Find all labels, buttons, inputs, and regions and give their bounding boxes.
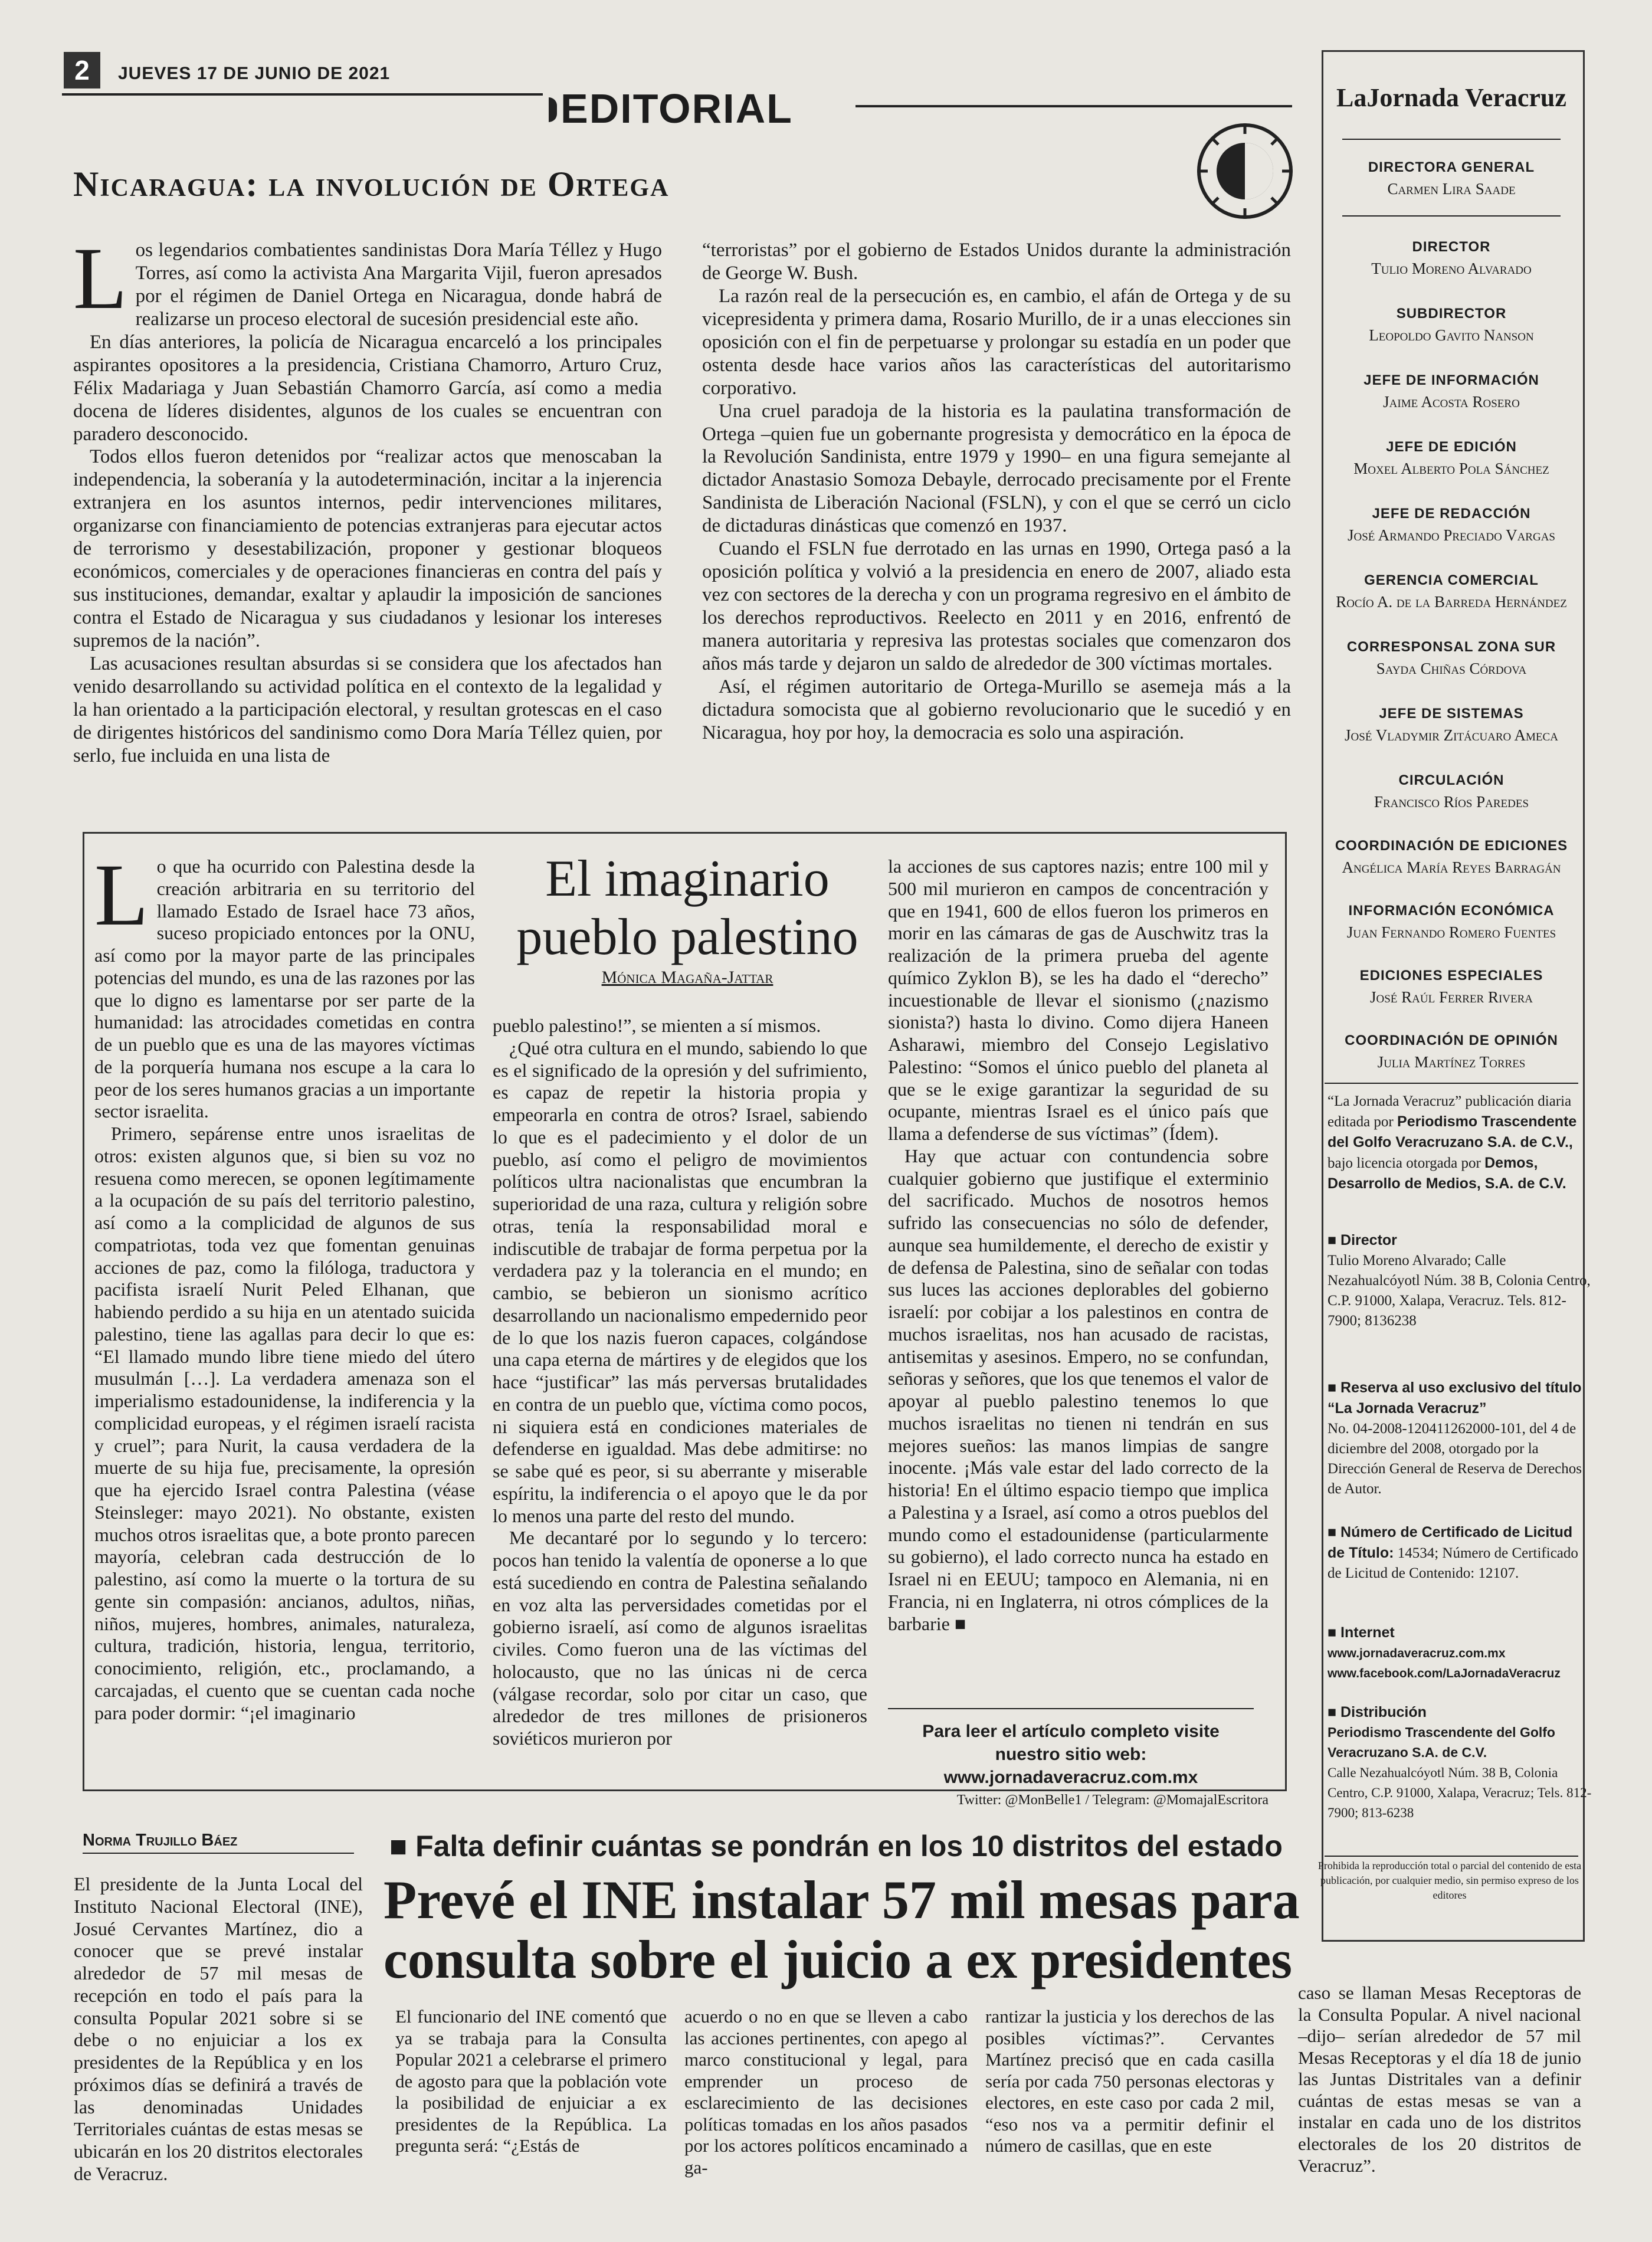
editorial-column-2 — [702, 239, 1291, 745]
masthead-rule-top — [1342, 139, 1561, 140]
news-kicker: ■ Falta definir cuántas se pondrán en los 10 distritos del estado — [389, 1830, 1283, 1863]
reserva-label: ■ Reserva al uso exclusivo del título “La Jornada Veracruz” — [1328, 1379, 1582, 1417]
prohibition-note: Prohibida la reproducción total o parcial del contenido de esta publicación, por cualquier medio, sin permiso expreso de los editores — [1317, 1860, 1582, 1902]
issue-date: JUEVES 17 DE JUNIO DE 2021 — [118, 64, 391, 83]
byline-rule — [83, 1853, 354, 1854]
editorial-para-8: Cuando el FSLN fue derrotado en las urnas en 1990, Ortega pasó a la oposición política y volvió a la presidencia en enero de 2007, aliado esta vez con sectores de la derecha y con un programa regresivo en el ámbito de los derechos reproductivos. Reelecto en 2011 y en 2016, enfrentó de manera autoritaria y represiva las protestas sociales que comenzaron dos años más tarde y dejaron un saldo de alrededor de 300 víctimas mortales. — [702, 538, 1291, 674]
staff-role-8: CORRESPONSAL ZONA SUR — [1346, 639, 1556, 655]
staff-role-4: JEFE DE INFORMACIÓN — [1363, 372, 1539, 388]
news-para-1: El presidente de la Junta Local del Instituto Nacional Electoral (INE), Josué Cervantes Martínez, dio a conocer que se prevé instalar alrededor de 57 mil mesas de recepción en todo el país para la consulta Popular 2021 sobre si se debe o no enjuiciar a los ex presidentes de la República y en los próximos días se definirá a través de las denominadas Unidades Territoriales cuántas de estas mesas se ubicarán en los 20 distritos electorales de Veracruz. — [74, 1873, 363, 2184]
editorial-para-7: Una cruel paradoja de la historia es la paulatina transformación de Ortega –quien fue un gobernante progresista y democrático en la época de la Revolución Sandinista, entre 1979 y 1990– en una figura semejante al dictador Anastasio Somoza Debayle, derrocado precisamente por el Frente Sandinista de Liberación Nacional (FSLN), y con el que se cerró un ciclo de dictaduras dinásticas que comenzó en 1937. — [702, 400, 1291, 537]
masthead-rule-bottom — [1325, 1083, 1578, 1084]
opinion-para-7: Hay que actuar con contundencia sobre cualquier gobierno que justifique el exterminio del sacrificado. Muchos de nosotros hemos sufrido las consecuencias no sólo de defender, aunque sea humildemente, el derecho de existir y de defensa de Palestina, sino de señalar con todas sus luces las acciones deplorables del gobierno israelí: por cobijar a los palestinos en contra de muchos israelitas, nos han acusado de racistas, antisemitas y asesinos. Empero, no se confundan, señoras y señores, que los que tenemos el valor de apoyar al pueblo palestino tenemos lo que muchos israelitas no tienen ni tendrán en sus mejores sueños: las manos limpias de sangre inocente. ¡Más vale estar del lado correcto de la historia! En el último espacio tiempo que implica a Palestina y a Israel, así como a otros pueblos del mundo como el estadounidense (particularmente su gobierno), el lado correcto nunca ha estado en Israel ni en EEUU; tampoco en Alemania, ni en Francia, ni en Inglaterra, ni otros cómplices de la barbarie ■ — [888, 1145, 1268, 1634]
staff-role-9: JEFE DE SISTEMAS — [1379, 706, 1524, 722]
staff-role-3: SUBDIRECTOR — [1396, 306, 1507, 322]
staff-name-2: Tulio Moreno Alvarado — [1371, 260, 1532, 277]
internet-label: ■ Internet — [1328, 1624, 1395, 1641]
editorial-para-6: La razón real de la persecución es, en cambio, el afán de Ortega y de su vicepresidenta y primera dama, Rosario Murillo, de ir a unas elecciones sin oposición con el fin de perpetuarse y prolongar su estadía en un poder que ostenta desde hace varios años las características del autoritarismo corporativo. — [702, 285, 1291, 399]
facebook-link[interactable]: www.facebook.com/LaJornadaVeracruz — [1328, 1667, 1561, 1680]
section-marker-icon — [549, 97, 557, 122]
staff-name-10: Francisco Ríos Paredes — [1374, 793, 1529, 811]
news-column-2 — [395, 2006, 667, 2157]
page-number: 2 — [64, 52, 100, 88]
author-social-handles: Twitter: @MonBelle1 / Telegram: @MomajalEscritora — [956, 1792, 1268, 1808]
section-title: EDITORIAL — [560, 86, 793, 132]
opinion-title: El imaginario pueblo palestino — [516, 850, 858, 966]
director-info — [1317, 1230, 1593, 1331]
staff-role-1: DIRECTORA GENERAL — [1368, 159, 1535, 175]
publisher-license: bajo licencia otorgada por — [1328, 1155, 1481, 1171]
staff-name-6: José Armando Preciado Vargas — [1348, 526, 1555, 544]
news-column-4 — [985, 2006, 1274, 2157]
staff-role-12: INFORMACIÓN ECONÓMICA — [1348, 903, 1555, 919]
staff-role-2: DIRECTOR — [1412, 239, 1491, 255]
news-para-3: acuerdo o no en que se lleven a cabo las acciones pertinentes, con apego al marco constitucional y legal, para emprender un proceso de esclarecimiento de las decisiones políticas tomadas en los años pasados por los actores políticos encaminado a ga- — [684, 2006, 968, 2178]
news-column-1 — [74, 1873, 363, 2185]
read-more-link[interactable]: Para leer el artículo completo visite nuestro sitio web: www.jornadaveracruz.com.mx — [922, 1722, 1220, 1787]
publisher-intro: “La Jornada Veracruz” publicación diaria editada por — [1328, 1093, 1572, 1130]
news-para-4: rantizar la justicia y los derechos de las posibles víctimas?”. Cervantes Martínez precisó que en cada casilla sería por cada 750 personas electoras y electores, en este caso por cada 2 mil, “eso nos va a permitir definir el número de casillas, que en este — [985, 2006, 1274, 2156]
staff-name-3: Leopoldo Gavito Nanson — [1369, 326, 1534, 344]
staff-name-7: Rocío A. de la Barreda Hernández — [1336, 593, 1567, 611]
editorial-para-9: Así, el régimen autoritario de Ortega-Murillo se asemeja más a la dictadura somocista que al gobierno revolucionario que le sucedió y en Nicaragua, hoy por hoy, la democracia es solo una aspiración. — [702, 676, 1291, 743]
director-text: Tulio Moreno Alvarado; Calle Nezahualcóyotl Núm. 38 B, Colonia Centro, C.P. 91000, Xalapa, Veracruz. Tels. 812-7900; 8136238 — [1328, 1253, 1591, 1329]
news-headline: Prevé el INE instalar 57 mil mesas para consulta sobre el juicio a ex presidentes — [384, 1870, 1300, 1990]
licensor-name: Demos, Desarrollo de Medios, S.A. de C.V. — [1328, 1155, 1566, 1192]
publisher-info — [1317, 1092, 1593, 1194]
opinion-para-1: o que ha ocurrido con Palestina desde la creación arbitraria en su territorio del llamado Estado de Israel hace 73 años, suceso propiciado entonces por la ONU, así como por la mayor parte de las principales potencias del mundo, es una de las razones por las que lo digno es lamentarse por ser parte de la humanidad: las atrocidades cometidas en contra de un pueblo que es una de las mayores víctimas de la porquería humana nos escupe a la cara lo peor de los seres humanos gracias a un importante sector israelita. — [94, 856, 475, 1122]
distribucion-label: ■ Distribución — [1328, 1704, 1427, 1720]
opinion-drop-cap: L — [94, 846, 149, 944]
website-link[interactable]: www.jornadaveracruz.com.mx — [1328, 1647, 1506, 1660]
opinion-para-6: la acciones de sus captores nazis; entre 100 mil y 500 mil murieron en campos de concentración y que en 1941, 600 de ellos fueron los primeros en morir en las cámaras de gas de Auschwitz tras la realización de la primera prueba del agente químico Zyklon B), se les ha dado el “derecho” incuestionable de llevar el sionismo (¿nazismo sionista?) hasta lo divino. Como dijera Haneen Asharawi, miembro del Consejo Legislativo Palestino: “Somos el único pueblo del planeta al que se le exige garantizar la seguridad de su ocupante, mientras Israel es el único país que llama a defenderse de sus víctimas” (Ídem). — [888, 856, 1268, 1144]
editorial-para-5: “terroristas” por el gobierno de Estados Unidos durante la administración de George W. Bush. — [702, 240, 1291, 284]
news-para-2: El funcionario del INE comentó que ya se trabaja para la Consulta Popular 2021 a celebrarse el primero de agosto para que la población vote la posibilidad de enjuiciar a ex presidentes de la República. La pregunta será: “¿Estás de — [395, 2006, 667, 2156]
news-byline: Norma Trujillo Báez — [83, 1831, 238, 1850]
staff-role-13: EDICIONES ESPECIALES — [1359, 968, 1543, 984]
staff-name-12: Juan Fernando Romero Fuentes — [1346, 923, 1556, 941]
staff-name-5: Moxel Alberto Pola Sánchez — [1353, 460, 1549, 477]
distribucion-company: Periodismo Trascendente del Golfo Veracruzano S.A. de C.V. — [1328, 1725, 1555, 1760]
certificado-text: 14534; Número de Certificado de Licitud de Contenido: 12107. — [1328, 1545, 1578, 1581]
sun-logo-icon — [1195, 121, 1295, 221]
internet-info — [1317, 1622, 1593, 1683]
editorial-para-1: os legendarios combatientes sandinistas Dora María Téllez y Hugo Torres, así como la activista Ana Margarita Vijil, fueron apresados por el régimen de Daniel Ortega en Nicaragua, donde habrá de realizarse un proceso electoral de sucesión presidencial este año. — [135, 240, 662, 330]
editorial-para-2: En días anteriores, la policía de Nicaragua encarceló a los principales aspirantes opositores a la presidencia, Cristiana Chamorro, Arturo Cruz, Félix Madariaga y Juan Sebastián Chamorro García, así como a media docena de líderes disidentes, algunos de los cuales se encuentran con paradero desconocido. — [73, 331, 662, 445]
opinion-para-3: pueblo palestino!”, se mienten a sí mismos. — [493, 1015, 821, 1036]
staff-role-5: JEFE DE EDICIÓN — [1386, 439, 1517, 455]
opinion-para-2: Primero, sepárense entre unos israelitas de otros: existen algunos que, si bien su voz no resuena como merecen, se oponen legítimamente a la ocupación de su país del territorio palestino, así como a la complicidad de algunos de sus compatriotas, toda vez que fomentan genuinas acciones de paz, como la filóloga, traductora y pacifista israelí Nurit Peled Elhanan, que habiendo perdido a su hija en un atentado suicida palestino, tiene las agallas para decir lo que es: “El llamado mundo libre tiene miedo del útero musulmán […]. La verdadera amenaza son el imperialismo estadounidense, la indiferencia y la complicidad europeas, y el régimen israelí racista y cruel”; para Nurit, la causa verdadera de la muerte de su hija fue, precisamente, la opresión que ha ejercido Israel contra Palestina (véase Steinsleger: mayo 2021). No obstante, existen muchos otros israelitas que, a bote pronto parecen mayoría, celebran cada destrucción de lo palestino, así como la muerte o la tortura de su gente sin compasión: ancianos, adultos, niñas, niños, mujeres, hombres, animales, naturaleza, cultura, tradición, historia, lengua, territorio, conocimiento, religión, etc., proclamando, a carcajadas, el cuento que se cuentan cada noche para poder dormir: “¡el imaginario — [94, 1123, 475, 1723]
staff-name-8: Sayda Chiñas Córdova — [1376, 660, 1527, 677]
news-column-5 — [1298, 1982, 1581, 2177]
opinion-column-3 — [888, 856, 1268, 1635]
editorial-column-1 — [73, 230, 662, 768]
staff-name-11: Angélica María Reyes Barragán — [1342, 858, 1561, 876]
staff-role-6: JEFE DE REDACCIÓN — [1372, 506, 1531, 522]
certificado-info — [1317, 1522, 1593, 1584]
opinion-column-1 — [94, 846, 475, 1724]
reserva-info — [1317, 1378, 1593, 1499]
opinion-author: Mónica Magaña-Jattar — [601, 968, 773, 987]
opinion-column-2 — [493, 1015, 867, 1750]
read-more-rule — [888, 1708, 1254, 1709]
distribucion-text: Calle Nezahualcóyotl Núm. 38 B, Colonia Centro, C.P. 91000, Xalapa, Veracruz; Tels. 812-7900; 813-6238 — [1328, 1765, 1592, 1820]
note-rule — [1325, 1856, 1578, 1857]
masthead-rule-mid — [1342, 215, 1561, 217]
staff-name-14: Julia Martínez Torres — [1377, 1053, 1526, 1071]
staff-name-4: Jaime Acosta Rosero — [1383, 393, 1520, 411]
news-column-3 — [684, 2006, 968, 2179]
distribucion-info — [1317, 1702, 1593, 1823]
reserva-text: No. 04-2008-120411262000-101, del 4 de diciembre del 2008, otorgado por la Dirección General de Reserva de Derechos de Autor. — [1328, 1421, 1582, 1497]
staff-role-11: COORDINACIÓN DE EDICIONES — [1335, 838, 1568, 854]
staff-role-14: COORDINACIÓN DE OPINIÓN — [1345, 1032, 1558, 1048]
staff-role-7: GERENCIA COMERCIAL — [1364, 572, 1539, 588]
header-rule-left — [62, 93, 543, 96]
drop-cap: L — [73, 230, 127, 327]
masthead-logo: LaJornada Veracruz — [1336, 83, 1566, 112]
certificado-label: ■ Número de Certificado de Licitud de Título: — [1328, 1524, 1573, 1561]
header-rule-right — [856, 105, 1292, 107]
staff-name-1: Carmen Lira Saade — [1387, 180, 1516, 198]
opinion-para-4: ¿Qué otra cultura en el mundo, sabiendo lo que es el significado de la opresión y del sufrimiento, es capaz de repetir la historia propia y empeorarla en contra de otros? Israel, sabiendo lo que es el padecimiento y el dolor de un pueblo, así como el peligro de movimientos políticos ultra nacionalistas que encumbran la superioridad de una raza, cultura y religión sobre otras, tenía la responsabilidad moral e indiscutible de trabajar de forma perpetua por la verdadera paz y la tolerancia en el mundo; en cambio, se bebieron un sionismo acrítico desarrollando un nacionalismo empedernido peor de lo que los nazis fueron capaces, colgándose una capa eterna de mártires y de elegidos que los hace “justificar” las más perversas brutalidades en contra de un pueblo que, víctima como pocos, ni siquiera está en condiciones materiales de defenderse en igualdad. Mas debe admitirse: no se sabe qué es peor, si su aberrante y miserable espíritu, la indiferencia o el apoyo que le da por lo menos una parte del resto del mundo. — [493, 1037, 867, 1526]
staff-name-13: José Raúl Ferrer Rivera — [1369, 988, 1533, 1006]
editorial-para-4: Las acusaciones resultan absurdas si se considera que los afectados han venido desarrollando su actividad política en el contexto de la legalidad y la han orientado a la participación electoral, y resultan grotescas en el caso de dirigentes históricos del sandinismo como Dora María Téllez quien, por serlo, fue incluida en una lista de — [73, 653, 662, 766]
staff-role-10: CIRCULACIÓN — [1398, 772, 1504, 788]
publisher-name: Periodismo Trascendente del Golfo Veracruzano S.A. de C.V., — [1328, 1113, 1577, 1150]
editorial-para-3: Todos ellos fueron detenidos por “realizar actos que menoscaban la independencia, la soberanía y la autodeterminación, incitar a la injerencia extranjera en los asuntos internos, pedir intervenciones militares, organizarse con financiamiento de potencias extranjeras para ejecutar actos de terrorismo y desestabilización, proponer y gestionar bloqueos económicos, comerciales y de operaciones financieras en contra del país y sus instituciones, demandar, exaltar y aplaudir la imposición de sanciones contra el Estado de Nicaragua y sus ciudadanos y lesionar los intereses supremos de la nación”. — [73, 446, 662, 651]
director-label: ■ Director — [1328, 1232, 1397, 1248]
opinion-para-5: Me decantaré por lo segundo y lo tercero: pocos han tenido la valentía de oponerse a lo que está sucediendo en contra de Palestina señalando en voz alta las perversidades cometidas por el gobierno israelí, así como de algunos israelitas civiles. Como fueron una de las víctimas del holocausto, que no las únicas ni de cerca (válgase recordar, solo por citar un caso, que alrededor de tres millones de prisioneros soviéticos murieron por — [493, 1527, 867, 1749]
staff-name-9: José Vladymir Zitácuaro Ameca — [1345, 726, 1558, 744]
news-para-5: caso se llaman Mesas Receptoras de la Consulta Popular. A nivel nacional –dijo– serían alrededor de 57 mil Mesas Receptoras y el día 18 de junio las Juntas Distritales van a definir cuántas de estas mesas se van a instalar en cada uno de los distritos electorales de los 20 distritos de Veracruz”. — [1298, 1982, 1581, 2176]
editorial-title: Nicaragua: la involución de Ortega — [73, 165, 670, 204]
